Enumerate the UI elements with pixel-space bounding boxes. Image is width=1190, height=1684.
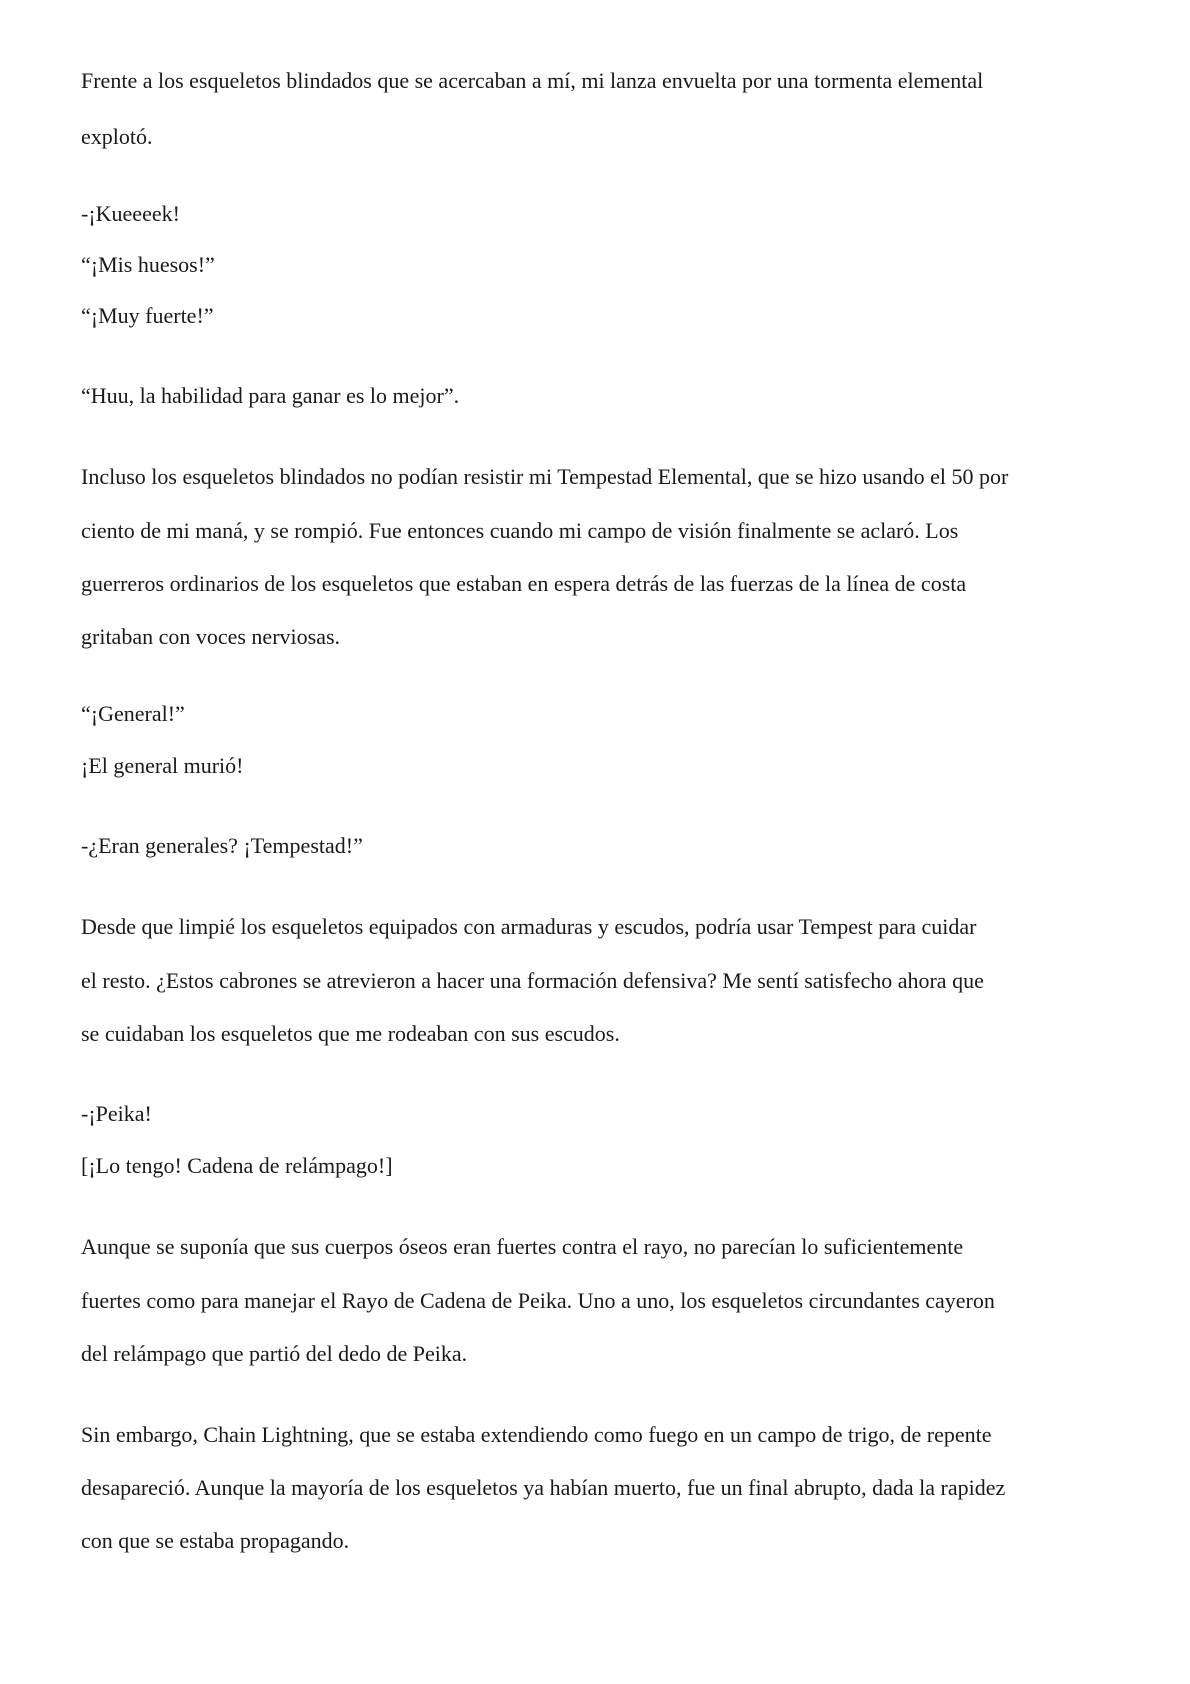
text-line: Aunque se suponía que sus cuerpos óseos eran fuertes contra el rayo, no parecían lo suficientemente bbox=[81, 1234, 964, 1259]
text-line: guerreros ordinarios de los esqueletos que estaban en espera detrás de las fuerzas de la línea de costa bbox=[81, 571, 967, 596]
text-line: se cuidaban los esqueletos que me rodeaban con sus escudos. bbox=[81, 1021, 620, 1046]
text-line: “Huu, la habilidad para ganar es lo mejor”. bbox=[81, 383, 460, 408]
text-line: “¡Mis huesos!” bbox=[81, 252, 215, 277]
text-line: Frente a los esqueletos blindados que se acercaban a mí, mi lanza envuelta por una tormenta elemental bbox=[81, 68, 984, 93]
text-line: “¡General!” bbox=[81, 701, 185, 726]
text-line: Desde que limpié los esqueletos equipados con armaduras y escudos, podría usar Tempest para cuidar bbox=[81, 914, 977, 939]
text-line: fuertes como para manejar el Rayo de Cadena de Peika. Uno a uno, los esqueletos circundantes cayeron bbox=[81, 1288, 995, 1313]
text-line: explotó. bbox=[81, 124, 153, 149]
text-line: [¡Lo tengo! Cadena de relámpago!] bbox=[81, 1153, 393, 1178]
text-line: ciento de mi maná, y se rompió. Fue entonces cuando mi campo de visión finalmente se aclaró. Los bbox=[81, 518, 959, 543]
text-line: con que se estaba propagando. bbox=[81, 1528, 350, 1553]
text-line: Sin embargo, Chain Lightning, que se estaba extendiendo como fuego en un campo de trigo, de repente bbox=[81, 1422, 992, 1447]
text-line: “¡Muy fuerte!” bbox=[81, 303, 214, 328]
text-line: el resto. ¿Estos cabrones se atrevieron a hacer una formación defensiva? Me sentí satisfecho ahora que bbox=[81, 968, 984, 993]
text-line: -¿Eran generales? ¡Tempestad!” bbox=[81, 833, 363, 858]
text-line: -¡Peika! bbox=[81, 1101, 152, 1126]
text-line: del relámpago que partió del dedo de Peika. bbox=[81, 1341, 468, 1366]
text-line: -¡Kueeeek! bbox=[81, 201, 180, 226]
text-line: gritaban con voces nerviosas. bbox=[81, 624, 341, 649]
text-line: Incluso los esqueletos blindados no podían resistir mi Tempestad Elemental, que se hizo usando el 50 por bbox=[81, 464, 1009, 489]
text-line: ¡El general murió! bbox=[81, 753, 244, 778]
text-line: desapareció. Aunque la mayoría de los esqueletos ya habían muerto, fue un final abrupto, dada la rapidez bbox=[81, 1475, 1006, 1500]
